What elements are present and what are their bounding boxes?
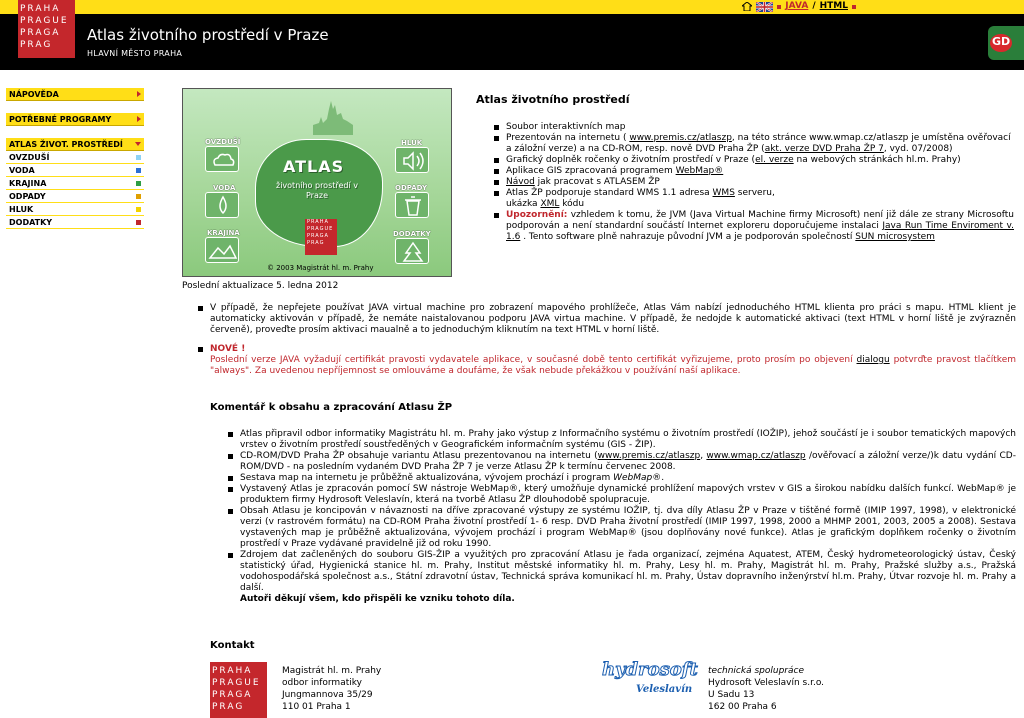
list-item xyxy=(494,188,1014,210)
contact-line: U Sadu 13 xyxy=(708,690,755,700)
sidebar-group xyxy=(6,113,144,126)
cloud-icon xyxy=(206,147,240,173)
sidebar-item-label: KRAJINA xyxy=(9,178,47,188)
sun-link[interactable]: SUN microsystem xyxy=(855,232,935,242)
logo-line: PRAHA xyxy=(20,4,61,14)
sidebar-item-voda[interactable] xyxy=(6,164,144,177)
logo-line: PRAGA xyxy=(307,233,329,239)
hydrosoft-logo-sub: Veleslavín xyxy=(636,684,693,695)
sidebar-item-atlas[interactable] xyxy=(6,138,144,151)
wms-link[interactable]: WMS xyxy=(712,188,735,198)
new-notice-text: Poslední verze JAVA vyžadují certifikát pravosti vydavatele aplikace, v současné době tento certifikát vyřizujeme, proto prosím po objevení xyxy=(210,355,857,365)
page-subtitle: HLAVNÍ MĚSTO PRAHA xyxy=(87,49,183,58)
atlas-logo-title: ATLAS xyxy=(283,157,345,176)
gd-badge[interactable] xyxy=(988,26,1024,60)
list-item-text: Zdrojem dat začleněných do souboru GIS-ŽIP a využitých pro zpracování Atlasu je řada organizací, zejména Aquatest, ATEM, Český hydrometeorologický ústav, Český statistický úřad, Hygienická stanice hl. m. Prahy, Institut městské informatiky hl. m. Prahy, Lesy hl. m. Prahy, Magistrát hl. m. Prahy, Pražské služby a.s., Pražská vodohospodářská společnost a.s., Státní zdravotní ústav, Technická správa komunikací hl. m. Prahy, Ústav dopravního inženýrství hl.m. Prahy, Útvar rozvoje hl. m. Prahy a další. xyxy=(240,550,1016,593)
list-item-text: jak pracovat s ATLASEM ŽP xyxy=(534,177,660,187)
list-item xyxy=(228,473,1016,484)
praha-logo-bottom[interactable] xyxy=(210,662,267,718)
list-item-text: /ověřovací a záložní verze/)k datu vydání CD-ROM/DVD - na posledním vydaném DVD Praha ŽP 7 je verze Atlasu ŽP k termínu červenec 2008. xyxy=(240,451,1016,472)
bullet-square-icon xyxy=(852,5,856,9)
contact-line: 110 01 Praha 1 xyxy=(282,702,351,712)
feature-list xyxy=(494,122,1014,243)
xml-link[interactable]: XML xyxy=(540,199,560,209)
list-item-text: kódu xyxy=(559,199,585,209)
contact-line: 162 00 Praha 6 xyxy=(708,702,777,712)
english-flag-icon[interactable] xyxy=(756,2,773,12)
list-item-text: Prezentován na internetu ( xyxy=(506,133,630,143)
noise-icon xyxy=(396,148,430,174)
home-icon[interactable] xyxy=(742,2,752,11)
tile-label-krajina: KRAJINA xyxy=(207,229,240,237)
list-item xyxy=(228,484,1016,506)
tile-odpady[interactable] xyxy=(395,192,429,218)
sidebar-item-label: HLUK xyxy=(9,204,34,214)
new-notice-title: NOVÉ ! xyxy=(210,344,246,354)
sidebar-item-label: DODATKY xyxy=(9,217,53,227)
sidebar-item-napoveda[interactable] xyxy=(6,88,144,101)
contact-line: odbor informatiky xyxy=(282,678,362,688)
java-runtime-link[interactable]: Java Run Time Enviroment v. 1.6 xyxy=(506,221,1014,242)
color-square-icon xyxy=(136,181,141,186)
copyright-text: © 2003 Magistrát hl. m. Prahy xyxy=(267,264,374,272)
water-icon xyxy=(206,193,240,219)
java-info-list xyxy=(198,303,1016,381)
site-header xyxy=(0,14,1024,70)
color-square-icon xyxy=(136,168,141,173)
arrow-right-icon xyxy=(137,91,141,97)
sidebar-item-label: NÁPOVĚDA xyxy=(9,89,59,99)
list-item-text: WebMap® xyxy=(613,473,662,483)
sidebar-item-odpady[interactable] xyxy=(6,190,144,203)
tile-label-odpady: ODPADY xyxy=(395,184,428,192)
list-item-text: Sestava map na internetu je průběžně aktualizována, vývojem prochází i program xyxy=(240,473,614,483)
list-item xyxy=(228,429,1016,451)
atlas-intro-image[interactable] xyxy=(182,88,452,277)
list-item xyxy=(494,210,1014,243)
comment-heading: Komentář k obsahu a zpracování Atlasu ŽP xyxy=(210,402,453,413)
thanks-note: Autoři děkují všem, kdo přispěli ke vzniku tohoto díla. xyxy=(240,594,515,604)
praha-logo[interactable] xyxy=(18,0,75,58)
new-notice-text: potvrďte pravost tlačítkem "always". Za uvedenou nepříjemnost se omlouváme a doufáme, že však nebude překážkou v používání naší aplikace. xyxy=(210,355,1016,376)
list-item-text: Aplikace GIS zpracovaná programem xyxy=(506,166,676,176)
tile-krajina[interactable] xyxy=(205,237,239,263)
logo-line: PRAHA xyxy=(212,666,253,676)
list-item-text: CD-ROM/DVD Praha ŽP obsahuje variantu Atlasu prezentovanou na internetu ( xyxy=(240,451,598,461)
arrow-right-icon xyxy=(137,116,141,122)
html-link[interactable]: HTML xyxy=(819,1,848,11)
tile-dodatky[interactable] xyxy=(395,238,429,264)
tile-label-ovzdusi: OVZDUŠÍ xyxy=(205,138,241,146)
webmap-link[interactable]: WebMap® xyxy=(675,166,724,176)
tile-label-hluk: HLUK xyxy=(401,139,423,147)
list-item-text: Grafický doplněk ročenky o životním prostředí v Praze ( xyxy=(506,155,756,165)
hydrosoft-logo[interactable] xyxy=(602,659,698,700)
color-square-icon xyxy=(136,207,141,212)
list-item xyxy=(494,166,1014,177)
contact-line: Hydrosoft Veleslavín s.r.o. xyxy=(708,678,825,688)
sidebar-item-ovzdusi[interactable] xyxy=(6,151,144,164)
wmap-link[interactable]: www.wmap.cz/atlaszp xyxy=(706,451,806,461)
contact-address-left xyxy=(282,665,381,713)
sidebar-item-hluk[interactable] xyxy=(6,203,144,216)
logo-line: PRAG xyxy=(212,702,245,712)
contact-line: Magistrát hl. m. Prahy xyxy=(282,666,382,676)
praha-mini-logo xyxy=(305,219,337,255)
list-item xyxy=(228,506,1016,550)
sidebar xyxy=(6,88,144,101)
sidebar-item-krajina[interactable] xyxy=(6,177,144,190)
list-item-text: . xyxy=(661,473,665,483)
landscape-icon xyxy=(206,238,240,264)
tile-hluk[interactable] xyxy=(395,147,429,173)
list-item-text: Vystavený Atlas je zpracován pomocí SW nástroje WebMap®, který umožňuje dynamické prohlížení mapových vrstev v GIS a širokou nabídku dalších funkcí. WebMap® je produktem firmy Hydrosoft Veleslavín, která na tvorbě Atlasu ŽP dlouhodobě spolupracuje. xyxy=(240,484,1016,505)
gd-badge-label: GD xyxy=(992,35,1011,48)
list-item-text: , xyxy=(700,451,707,461)
list-item-text: vzhledem k tomu, že JVM (Java Virtual Machine firmy Microsoft) není již dále ze strany Microsoftu podporován a není standardní součástí Internet exploreru doporučujeme instalaci xyxy=(506,210,1014,231)
top-links xyxy=(742,1,856,12)
link-separator: / xyxy=(812,1,816,11)
logo-line: PRAGA xyxy=(212,690,253,700)
page-title[interactable]: Atlas životního prostředí v Praze xyxy=(87,26,329,44)
tile-label-dodatky: DODATKY xyxy=(393,230,431,238)
list-item xyxy=(198,303,1016,336)
list-item xyxy=(228,550,1016,594)
logo-line: PRAGA xyxy=(20,28,61,38)
contact-address-right xyxy=(708,665,824,713)
logo-line: PRAG xyxy=(307,240,325,246)
logo-line: PRAGUE xyxy=(20,16,69,26)
list-item xyxy=(494,133,1014,155)
contact-line: technická spolupráce xyxy=(708,666,804,676)
castle-icon xyxy=(313,99,353,135)
tile-voda[interactable] xyxy=(205,192,239,218)
list-item-text: Atlas připravil odbor informatiky Magistrátu hl. m. Prahy jako výstup z Informačního systému o životním prostředí (IOŽIP), jehož součástí je i soubor tematických mapových vrstev o životním prostředí soustředěných v Geografickém informačním systému (GIS - ŽIP). xyxy=(240,429,1016,450)
list-item xyxy=(228,451,1016,473)
sidebar-item-dodatky[interactable] xyxy=(6,216,144,229)
sidebar-item-label: VODA xyxy=(9,165,35,175)
java-paragraph: V případě, že nepřejete používat JAVA virtual machine pro zobrazení mapového prohlížeče, Atlas Vám nabízí jednoduchého HTML klienta pro práci s mapu. HTML klient je automaticky aktivován v případě, že nemáte naistalovanou podporu JAVA virtua machine. V případě, že nedojde k automatické aktivaci (text HTML v horní liště je zvýrazněn červeně), proveďte prosím aktivaci maualně a to jednoduchým kliknutím na text HTML v horní liště. xyxy=(210,303,1016,335)
tree-icon xyxy=(396,239,430,265)
last-update-text: Poslední aktualizace 5. ledna 2012 xyxy=(182,281,339,291)
bullet-square-icon xyxy=(777,5,781,9)
atlas-logo-subtitle: životního prostředí v Praze xyxy=(276,181,358,200)
sidebar-item-label: ODPADY xyxy=(9,191,46,201)
sidebar-item-label: POTŘEBNÉ PROGRAMY xyxy=(9,114,112,124)
list-item xyxy=(494,122,1014,133)
sidebar-item-label: ATLAS ŽIVOT. PROSTŘEDÍ xyxy=(9,139,123,149)
logo-line: PRAGUE xyxy=(212,678,261,688)
contact-line: Jungmannova 35/29 xyxy=(282,690,373,700)
tile-label-voda: VODA xyxy=(213,184,236,192)
list-item xyxy=(198,344,1016,377)
top-strip xyxy=(0,0,1024,14)
java-link[interactable]: JAVA xyxy=(785,1,809,11)
list-item-text: , na této stránce www.wmap.cz/atlaszp je umístěna ověřovací a záložní verze) a na CD-ROM, resp. nově DVD Praha ŽP ( xyxy=(506,133,1011,154)
el-version-link[interactable]: el. verze xyxy=(755,155,794,165)
tile-ovzdusi[interactable] xyxy=(205,146,239,172)
dialog-link[interactable]: dialogu xyxy=(856,355,890,365)
comment-list xyxy=(228,429,1016,605)
manual-link[interactable]: Návod xyxy=(506,177,535,187)
logo-line: PRAG xyxy=(20,40,53,50)
list-item-text: , vyd. 07/2008) xyxy=(883,144,953,154)
sidebar-item-programy[interactable] xyxy=(6,113,144,126)
list-item-text: Obsah Atlasu je koncipován v návaznosti na dříve zpracované výstupy ze systému IOŽIP, tj. dva díly Atlasu ŽP v Praze v tištěné formě (IMIP 1997, 1998), v elektronické verzi (v rastrovém formátu) na CD-ROM Praha životní prostředí 1- 6 resp. DVD Praha životní prostředí (IMIP 1997, 1998, 2000 a MHMP 2001, 2003, 2005 a 2008). Sestava vystavených map je průběžně aktualizována, vývojem prochází i program WebMap® (jsou doplňovány nové funkce). Atlas je grafickým doplňkem ročenky o životním prostředí v Praze vydávané pravidelně již od roku 1990. xyxy=(240,506,1016,549)
premis-link[interactable]: www.premis.cz/atlaszp xyxy=(597,451,701,461)
warning-label: Upozornění: xyxy=(506,210,568,220)
logo-line: PRAGUE xyxy=(307,226,334,232)
list-item-text: na webových stránkách hl.m. Prahy) xyxy=(793,155,961,165)
color-square-icon xyxy=(136,155,141,160)
list-item-text: ukázka xyxy=(506,199,541,209)
list-item-text: serveru, xyxy=(734,188,775,198)
color-square-icon xyxy=(136,220,141,225)
arrow-down-icon xyxy=(135,142,141,146)
sidebar-item-label: OVZDUŠÍ xyxy=(9,152,50,162)
premis-link[interactable]: www.premis.cz/atlaszp xyxy=(629,133,732,143)
contact-heading: Kontakt xyxy=(210,640,255,651)
section-heading: Atlas životního prostředí xyxy=(476,93,630,106)
list-item-text: Atlas ŽP podporuje standard WMS 1.1 adresa xyxy=(506,188,713,198)
hydrosoft-logo-text: hydrosoft xyxy=(602,659,698,680)
logo-line: PRAHA xyxy=(307,219,329,225)
color-square-icon xyxy=(136,194,141,199)
list-item xyxy=(494,177,1014,188)
list-item-text: . Tento software plně nahrazuje původní JVM a je podporován společností xyxy=(520,232,856,242)
list-item xyxy=(494,155,1014,166)
trash-icon xyxy=(396,193,430,219)
sidebar-group xyxy=(6,138,144,229)
dvd-version-link[interactable]: akt. verze DVD Praha ŽP 7 xyxy=(764,144,884,154)
list-item-text: Soubor interaktivních map xyxy=(506,122,626,132)
